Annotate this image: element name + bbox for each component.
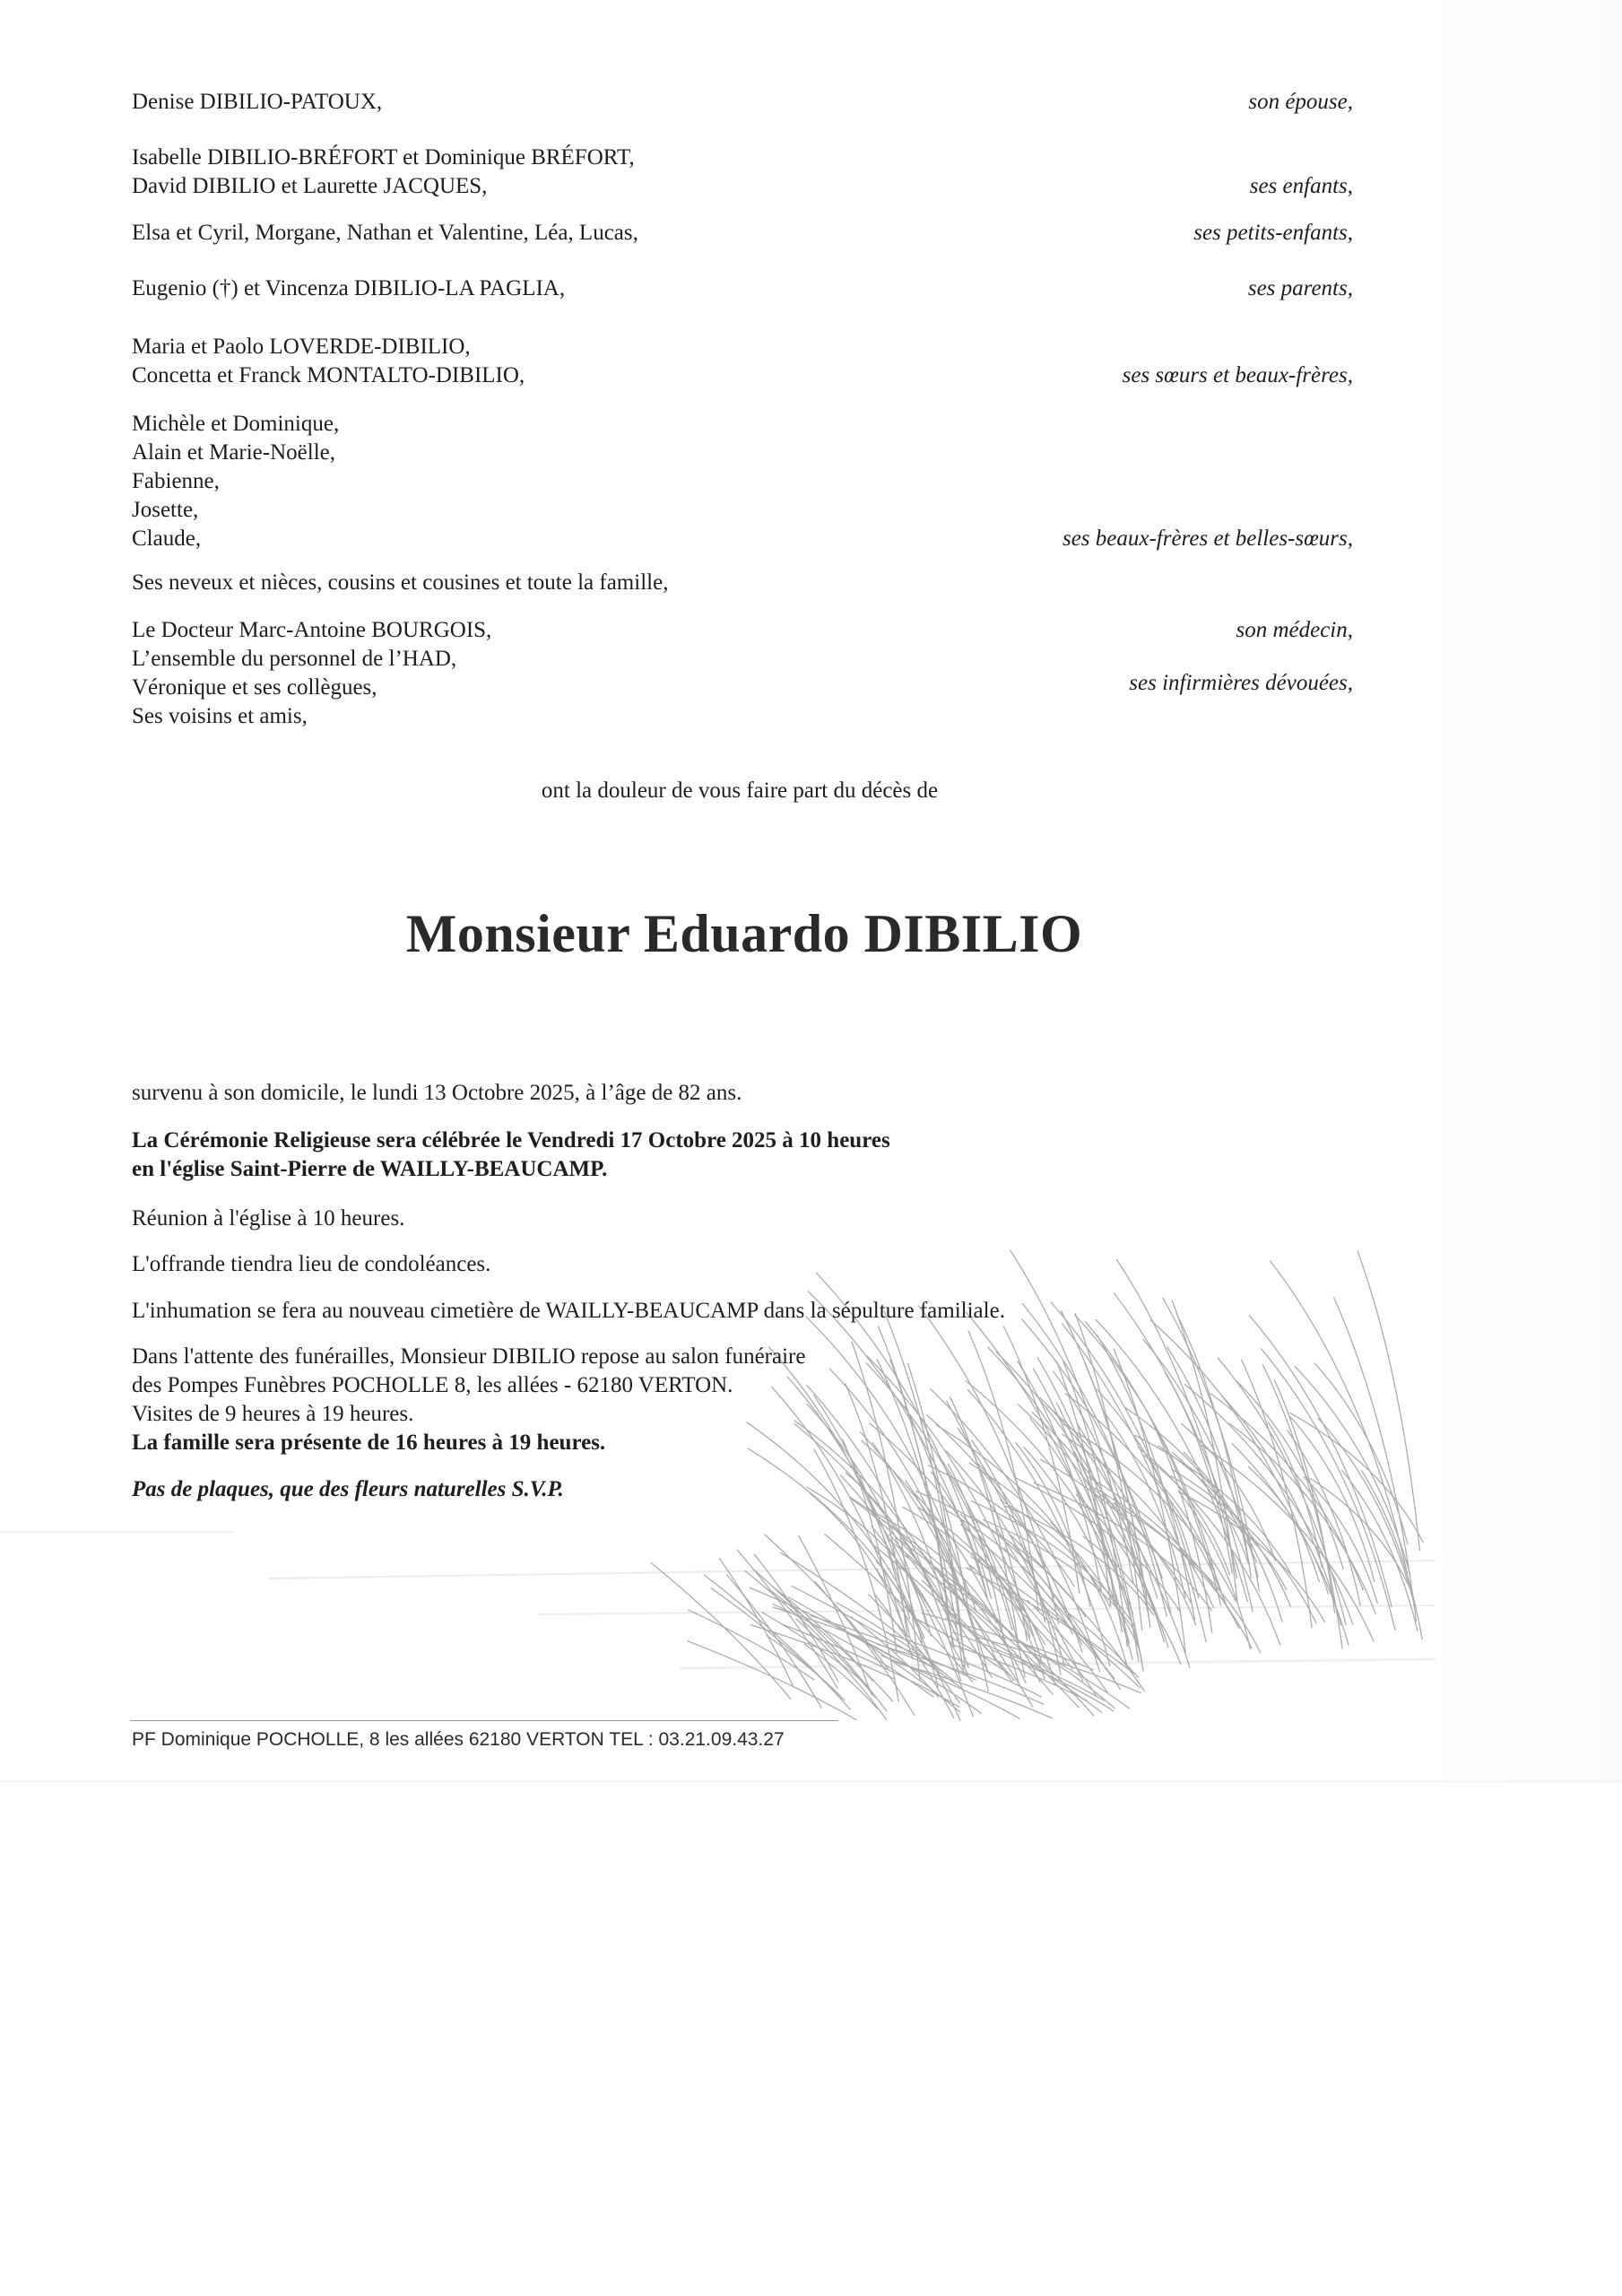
family-name-line: Alain et Marie-Noëlle, bbox=[132, 440, 335, 465]
family-name-line: Eugenio (†) et Vincenza DIBILIO-LA PAGLIA, bbox=[132, 276, 566, 300]
grass-blade bbox=[977, 1637, 1141, 1692]
grass-blade bbox=[745, 1570, 875, 1697]
grass-blade bbox=[966, 1380, 1133, 1613]
family-names bbox=[132, 144, 635, 201]
grass-blade bbox=[1237, 1381, 1343, 1569]
grass-blade bbox=[750, 1624, 895, 1679]
grass-blade bbox=[907, 1363, 965, 1669]
grass-blade bbox=[1290, 1416, 1375, 1581]
grass-blade bbox=[866, 1362, 1012, 1630]
ceremony-info bbox=[132, 1126, 890, 1184]
relationship-label: ses enfants, bbox=[1249, 174, 1353, 198]
grass-blade bbox=[1114, 1348, 1185, 1652]
grass-blade bbox=[1013, 1545, 1107, 1671]
grass-blade bbox=[915, 1491, 1086, 1617]
grass-blade bbox=[872, 1544, 1015, 1681]
grass-blade bbox=[1024, 1447, 1133, 1659]
grass-blade bbox=[931, 1472, 987, 1598]
grass-blade bbox=[887, 1538, 1053, 1694]
grass-blade bbox=[1158, 1446, 1291, 1607]
family-name-line: L’ensemble du personnel de l’HAD, bbox=[132, 647, 457, 671]
family-name-line: David DIBILIO et Laurette JACQUES, bbox=[132, 174, 488, 198]
grass-blade bbox=[891, 1661, 1053, 1718]
grass-blade bbox=[1310, 1478, 1412, 1594]
grass-blade bbox=[852, 1342, 920, 1681]
grass-blade bbox=[1210, 1393, 1364, 1590]
grass-blade bbox=[1171, 1469, 1316, 1623]
grass-blade bbox=[881, 1520, 1026, 1683]
ceremony-line: en l'église Saint-Pierre de WAILLY-BEAUCAMP. bbox=[132, 1157, 608, 1181]
grass-blade bbox=[1096, 1319, 1248, 1602]
grass-blade bbox=[1097, 1389, 1195, 1572]
grass-blade bbox=[808, 1291, 986, 1595]
grass-blade bbox=[1062, 1434, 1213, 1608]
grass-blade bbox=[1304, 1476, 1378, 1604]
grass-blade bbox=[1022, 1303, 1167, 1616]
grass-blade bbox=[1018, 1639, 1115, 1709]
grass-blade bbox=[1077, 1422, 1149, 1618]
grass-blade bbox=[995, 1526, 1083, 1682]
grass-blade bbox=[807, 1404, 928, 1627]
grass-blade bbox=[880, 1656, 1019, 1719]
grass-blade bbox=[1010, 1250, 1133, 1585]
grass-blade bbox=[794, 1423, 968, 1668]
grass-blade bbox=[840, 1475, 931, 1637]
grass-blade bbox=[1094, 1487, 1252, 1648]
grass-blade bbox=[765, 1535, 889, 1671]
grass-blade bbox=[1051, 1301, 1199, 1598]
grass-blade bbox=[1065, 1611, 1139, 1678]
grass-blade bbox=[1270, 1260, 1407, 1574]
grass-blade bbox=[918, 1305, 1059, 1624]
grass-blade bbox=[1249, 1315, 1392, 1606]
grass-blade bbox=[905, 1406, 970, 1619]
relationship-label: ses petits-enfants, bbox=[1193, 221, 1353, 245]
grass-blade bbox=[950, 1396, 1019, 1647]
grass-blade bbox=[804, 1644, 878, 1709]
family-name-line: Denise DIBILIO-PATOUX, bbox=[132, 90, 383, 114]
grass-blade bbox=[998, 1574, 1054, 1685]
family-name-line: Ses voisins et amis, bbox=[132, 704, 308, 728]
relationship-label: son épouse, bbox=[1248, 90, 1353, 114]
family-name-line: Maria et Paolo LOVERDE-DIBILIO, bbox=[132, 335, 471, 359]
relationship-label: son médecin, bbox=[1236, 618, 1353, 642]
grass-blade bbox=[971, 1439, 1045, 1622]
grass-blade bbox=[1181, 1423, 1276, 1561]
grass-blade bbox=[807, 1487, 935, 1617]
grass-blade bbox=[806, 1317, 969, 1598]
grass-blade bbox=[851, 1617, 939, 1698]
grass-blade bbox=[813, 1395, 910, 1638]
grass-blade bbox=[767, 1635, 846, 1700]
family-names bbox=[132, 219, 638, 248]
grass-blade bbox=[1261, 1349, 1395, 1631]
grass-blade bbox=[782, 1624, 960, 1708]
grass-blade bbox=[900, 1559, 973, 1717]
relationship-label: ses beaux-frères et belles-sœurs, bbox=[1062, 526, 1353, 551]
family-name-line: Le Docteur Marc-Antoine BOURGOIS, bbox=[132, 618, 492, 642]
grass-blade bbox=[806, 1385, 960, 1681]
grass-blade bbox=[961, 1525, 1115, 1679]
grass-blade bbox=[971, 1556, 1141, 1688]
grass-blade bbox=[687, 1641, 856, 1720]
death-notice: survenu à son domicile, le lundi 13 Octobre 2025, à l’âge de 82 ans. bbox=[132, 1081, 742, 1105]
grass-blade bbox=[878, 1326, 949, 1620]
grass-blade bbox=[1056, 1361, 1110, 1606]
grass-blade bbox=[903, 1507, 1045, 1645]
grass-blade bbox=[1029, 1417, 1142, 1662]
offering-info: L'offrande tiendra lieu de condoléances. bbox=[132, 1252, 491, 1276]
scan-shading bbox=[1426, 0, 1622, 1780]
grass-blade bbox=[872, 1526, 969, 1675]
visitation-line: Dans l'attente des funérailles, Monsieur DIBILIO repose au salon funéraire bbox=[132, 1344, 806, 1369]
grass-blade bbox=[950, 1644, 1087, 1700]
grass-blade bbox=[916, 1619, 1011, 1675]
grass-blade bbox=[948, 1464, 1004, 1645]
grass-blade bbox=[971, 1500, 1135, 1626]
grass-blade bbox=[1114, 1293, 1253, 1613]
grass-blade bbox=[862, 1440, 976, 1613]
grass-blade bbox=[1074, 1315, 1217, 1581]
grass-blade bbox=[1289, 1413, 1423, 1543]
grass-blade bbox=[1018, 1405, 1168, 1648]
grass-blade bbox=[1232, 1443, 1349, 1645]
grass-blade bbox=[1262, 1364, 1342, 1649]
grass-blade bbox=[814, 1448, 899, 1701]
grass-blade bbox=[906, 1480, 989, 1692]
grass-blade bbox=[846, 1384, 907, 1635]
grass-blade bbox=[896, 1537, 1051, 1674]
grass-blade bbox=[915, 1493, 1019, 1684]
grass-blade bbox=[1295, 1366, 1410, 1576]
grass-blade bbox=[1075, 1313, 1142, 1631]
grass-blade bbox=[1165, 1372, 1232, 1574]
grass-blade bbox=[1170, 1475, 1287, 1590]
grass-blade bbox=[946, 1401, 1027, 1641]
grass-blade bbox=[761, 1612, 869, 1687]
grass-blade bbox=[1143, 1339, 1258, 1578]
grass-blade bbox=[960, 1514, 1029, 1637]
grass-blade bbox=[1144, 1455, 1280, 1645]
grass-blade bbox=[849, 1497, 996, 1659]
grass-blade bbox=[1341, 1470, 1418, 1631]
flowers-note: Pas de plaques, que des fleurs naturelles S.V.P. bbox=[132, 1477, 564, 1501]
grass-blade bbox=[1318, 1418, 1414, 1604]
grass-blade bbox=[1062, 1324, 1206, 1643]
grass-blade bbox=[921, 1613, 1093, 1670]
grass-blade bbox=[874, 1594, 954, 1718]
grass-blade bbox=[711, 1587, 842, 1699]
grass-blade bbox=[1221, 1395, 1341, 1625]
grass-blade bbox=[719, 1558, 794, 1687]
burial-info: L'inhumation se fera au nouveau cimetière de WAILLY-BEAUCAMP dans la sépulture familiale. bbox=[132, 1299, 1005, 1323]
grass-blade bbox=[1150, 1319, 1320, 1582]
grass-blade bbox=[970, 1565, 1073, 1669]
grass-blade bbox=[843, 1439, 898, 1653]
grass-blade bbox=[1032, 1413, 1190, 1668]
grass-blade bbox=[1274, 1379, 1334, 1613]
grass-blade bbox=[941, 1573, 1040, 1683]
grass-blade bbox=[946, 1451, 1064, 1666]
grass-blade bbox=[941, 1460, 1025, 1677]
relationship-label: ses sœurs et beaux-frères, bbox=[1122, 363, 1353, 387]
grass-blade bbox=[1229, 1423, 1376, 1614]
grass-blade bbox=[1314, 1363, 1408, 1544]
grass-blade bbox=[815, 1581, 915, 1716]
grass-blade bbox=[928, 1465, 1075, 1587]
grass-blade bbox=[1051, 1522, 1128, 1669]
grass-blade bbox=[1000, 1500, 1110, 1608]
grass-blade bbox=[968, 1331, 1038, 1612]
grass-blade bbox=[1167, 1346, 1251, 1570]
grass-blade bbox=[1179, 1492, 1324, 1622]
grass-blade bbox=[788, 1597, 960, 1713]
family-names bbox=[132, 274, 565, 303]
grass-blade bbox=[876, 1561, 939, 1688]
grass-blade bbox=[877, 1644, 1044, 1704]
funeral-home-footer: PF Dominique POCHOLLE, 8 les allées 62180 VERTON TEL : 03.21.09.43.27 bbox=[132, 1729, 785, 1750]
grass-blade bbox=[1005, 1506, 1154, 1615]
grass-blade bbox=[829, 1369, 972, 1626]
grass-blade bbox=[809, 1492, 904, 1629]
grass-blade bbox=[924, 1554, 1033, 1707]
grass-blade bbox=[768, 1589, 893, 1701]
grass-blade bbox=[750, 1587, 915, 1669]
grass-blade bbox=[1334, 1297, 1417, 1622]
grass-blade bbox=[799, 1535, 872, 1696]
grass-blade bbox=[1138, 1447, 1230, 1575]
grass-blade bbox=[846, 1632, 982, 1713]
visitation-line: des Pompes Funèbres POCHOLLE 8, les allées - 62180 VERTON. bbox=[132, 1373, 733, 1397]
deceased-name: Monsieur Eduardo DIBILIO bbox=[405, 904, 1083, 963]
grass-blade bbox=[1034, 1483, 1212, 1611]
grass-blade bbox=[1178, 1491, 1250, 1648]
grass-blade bbox=[1288, 1431, 1361, 1606]
grass-blade bbox=[780, 1552, 940, 1669]
grass-blade bbox=[1024, 1645, 1130, 1709]
grass-blade bbox=[868, 1509, 997, 1623]
grass-blade bbox=[1176, 1313, 1252, 1578]
grass-blade bbox=[983, 1519, 1135, 1631]
grass-blade bbox=[1134, 1435, 1290, 1574]
grass-blade bbox=[943, 1509, 1072, 1634]
family-name-line: Josette, bbox=[132, 498, 199, 522]
family-name-line: Ses neveux et nièces, cousins et cousines et toute la famille, bbox=[132, 570, 669, 595]
grass-blade bbox=[890, 1360, 952, 1644]
visitation-line: Visites de 9 heures à 19 heures. bbox=[132, 1402, 414, 1426]
grass-blade bbox=[773, 1604, 934, 1697]
grass-blade bbox=[1218, 1358, 1346, 1626]
meeting-info: Réunion à l'église à 10 heures. bbox=[132, 1206, 405, 1231]
grass-blade bbox=[1084, 1362, 1149, 1628]
grass-blade bbox=[1033, 1369, 1122, 1633]
grass-blade bbox=[1040, 1459, 1191, 1603]
family-name-line: Michèle et Dominique, bbox=[132, 412, 340, 436]
grass-blade bbox=[872, 1442, 954, 1648]
grass-blade bbox=[860, 1431, 988, 1673]
grass-blade bbox=[1063, 1361, 1128, 1647]
family-names bbox=[132, 569, 668, 597]
grass-blade bbox=[737, 1550, 838, 1689]
grass-blade bbox=[1003, 1326, 1080, 1594]
grass-blade bbox=[824, 1534, 973, 1683]
grass-blade bbox=[1085, 1321, 1220, 1605]
grass-blade bbox=[796, 1619, 887, 1720]
grass-blade bbox=[936, 1425, 1106, 1605]
family-names bbox=[132, 88, 382, 117]
grass-blade bbox=[979, 1555, 1096, 1695]
grass-blade bbox=[1003, 1547, 1121, 1690]
family-presence: La famille sera présente de 16 heures à 19 heures. bbox=[132, 1431, 606, 1455]
grass-blade bbox=[967, 1568, 1134, 1674]
grass-blade bbox=[1172, 1452, 1249, 1564]
grass-blade bbox=[966, 1312, 1129, 1644]
grass-blade bbox=[1021, 1318, 1171, 1613]
grass-blade bbox=[1268, 1422, 1322, 1568]
grass-blade bbox=[940, 1576, 1094, 1717]
grass-blade bbox=[867, 1356, 1043, 1664]
grass-blade bbox=[1076, 1494, 1160, 1629]
grass-blade bbox=[1116, 1259, 1236, 1579]
paper-edge bbox=[0, 1780, 1622, 1784]
family-name-line: Isabelle DIBILIO-BRÉFORT et Dominique BRÉFORT, bbox=[132, 145, 635, 170]
grass-blade bbox=[946, 1618, 1102, 1713]
ceremony-line: La Cérémonie Religieuse sera célébrée le Vendredi 17 Octobre 2025 à 10 heures bbox=[132, 1128, 890, 1152]
grass-blade bbox=[754, 1554, 838, 1683]
grass-blade bbox=[1056, 1403, 1114, 1601]
grass-blade bbox=[1028, 1600, 1108, 1693]
grass-blade bbox=[1061, 1310, 1147, 1600]
grass-blade bbox=[774, 1587, 873, 1682]
grass-blade bbox=[1074, 1451, 1139, 1662]
grass-blade bbox=[1010, 1535, 1145, 1691]
grass-blade bbox=[868, 1594, 959, 1703]
grass-blade bbox=[886, 1632, 1041, 1697]
grass-blade bbox=[972, 1517, 1082, 1646]
grass-blade bbox=[1097, 1335, 1194, 1621]
grass-blade bbox=[1093, 1489, 1196, 1625]
grass-blade bbox=[993, 1650, 1115, 1711]
grass-blade bbox=[1248, 1466, 1328, 1594]
grass-blade bbox=[1147, 1411, 1212, 1633]
grass-blade bbox=[1242, 1360, 1313, 1629]
grass-blade bbox=[1357, 1250, 1420, 1551]
family-name-line: Fabienne, bbox=[132, 469, 220, 493]
grass-blade bbox=[846, 1473, 941, 1614]
grass-blade bbox=[1361, 1470, 1422, 1639]
family-name-line: Véronique et ses collègues, bbox=[132, 675, 377, 700]
grass-blade bbox=[755, 1570, 887, 1711]
grass-blade bbox=[996, 1352, 1165, 1643]
grass-blade bbox=[1039, 1397, 1157, 1599]
grass-blade bbox=[1087, 1476, 1239, 1629]
family-names bbox=[132, 333, 525, 390]
grass-blade bbox=[1065, 1393, 1227, 1608]
relationship-label: ses infirmières dévouées, bbox=[1129, 671, 1353, 695]
grass-blade bbox=[1103, 1410, 1185, 1598]
grass-blade bbox=[787, 1377, 923, 1643]
grass-blade bbox=[1112, 1502, 1261, 1653]
grass-blade bbox=[1125, 1407, 1257, 1562]
family-name-line: Claude, bbox=[132, 526, 202, 551]
grass-blade bbox=[876, 1569, 960, 1721]
relationship-label: ses parents, bbox=[1247, 276, 1353, 300]
grass-blade bbox=[772, 1607, 943, 1672]
grass-blade bbox=[958, 1428, 1061, 1675]
grass-blade bbox=[1153, 1476, 1225, 1605]
grass-blade bbox=[969, 1463, 1140, 1649]
family-names bbox=[132, 410, 339, 553]
grass-blade bbox=[967, 1389, 1110, 1666]
grass-blade bbox=[978, 1464, 1054, 1599]
grass-blade bbox=[1184, 1452, 1282, 1622]
grass-blade bbox=[884, 1311, 961, 1641]
grass-blade bbox=[889, 1534, 993, 1678]
grass-blade bbox=[1163, 1298, 1260, 1591]
grass-blade bbox=[726, 1574, 821, 1708]
grass-blade bbox=[922, 1580, 1012, 1682]
grass-blade bbox=[877, 1359, 964, 1675]
grass-blade bbox=[870, 1423, 1045, 1680]
grass-blade bbox=[794, 1421, 961, 1629]
footer-divider bbox=[130, 1720, 838, 1721]
grass-blade bbox=[1014, 1477, 1181, 1613]
family-names bbox=[132, 645, 456, 731]
grass-blade bbox=[1184, 1384, 1353, 1624]
grass-blade bbox=[1082, 1535, 1180, 1664]
family-name-line: Elsa et Cyril, Morgane, Nathan et Valentine, Léa, Lucas, bbox=[132, 221, 638, 245]
grass-blade bbox=[1047, 1405, 1162, 1578]
grass-blade bbox=[1172, 1300, 1237, 1604]
grass-blade bbox=[1063, 1424, 1236, 1602]
grass-blade bbox=[852, 1499, 958, 1631]
grass-blade bbox=[791, 1586, 964, 1690]
grass-blade bbox=[1037, 1357, 1143, 1671]
grass-blade bbox=[1016, 1443, 1090, 1607]
grass-blade bbox=[811, 1615, 976, 1680]
grass-blade bbox=[926, 1414, 1082, 1652]
family-name-line: Concetta et Franck MONTALTO-DIBILIO, bbox=[132, 363, 525, 387]
grass-blade bbox=[651, 1562, 791, 1699]
grass-blade bbox=[688, 1610, 814, 1680]
grass-blade bbox=[1018, 1361, 1101, 1589]
grass-blade bbox=[748, 1448, 924, 1637]
visitation-info bbox=[132, 1343, 805, 1457]
grass-blade bbox=[1053, 1370, 1145, 1591]
announcement-text: ont la douleur de vous faire part du décès de bbox=[541, 778, 939, 803]
grass-blade bbox=[930, 1388, 1099, 1672]
grass-blade bbox=[837, 1603, 954, 1681]
grass-blade bbox=[905, 1555, 1080, 1708]
grass-blade bbox=[988, 1347, 1123, 1590]
grass-blade bbox=[1201, 1445, 1374, 1641]
grass-blade bbox=[917, 1507, 1033, 1636]
family-names bbox=[132, 616, 491, 645]
grass-blade bbox=[952, 1632, 1105, 1701]
grass-blade bbox=[704, 1575, 851, 1710]
